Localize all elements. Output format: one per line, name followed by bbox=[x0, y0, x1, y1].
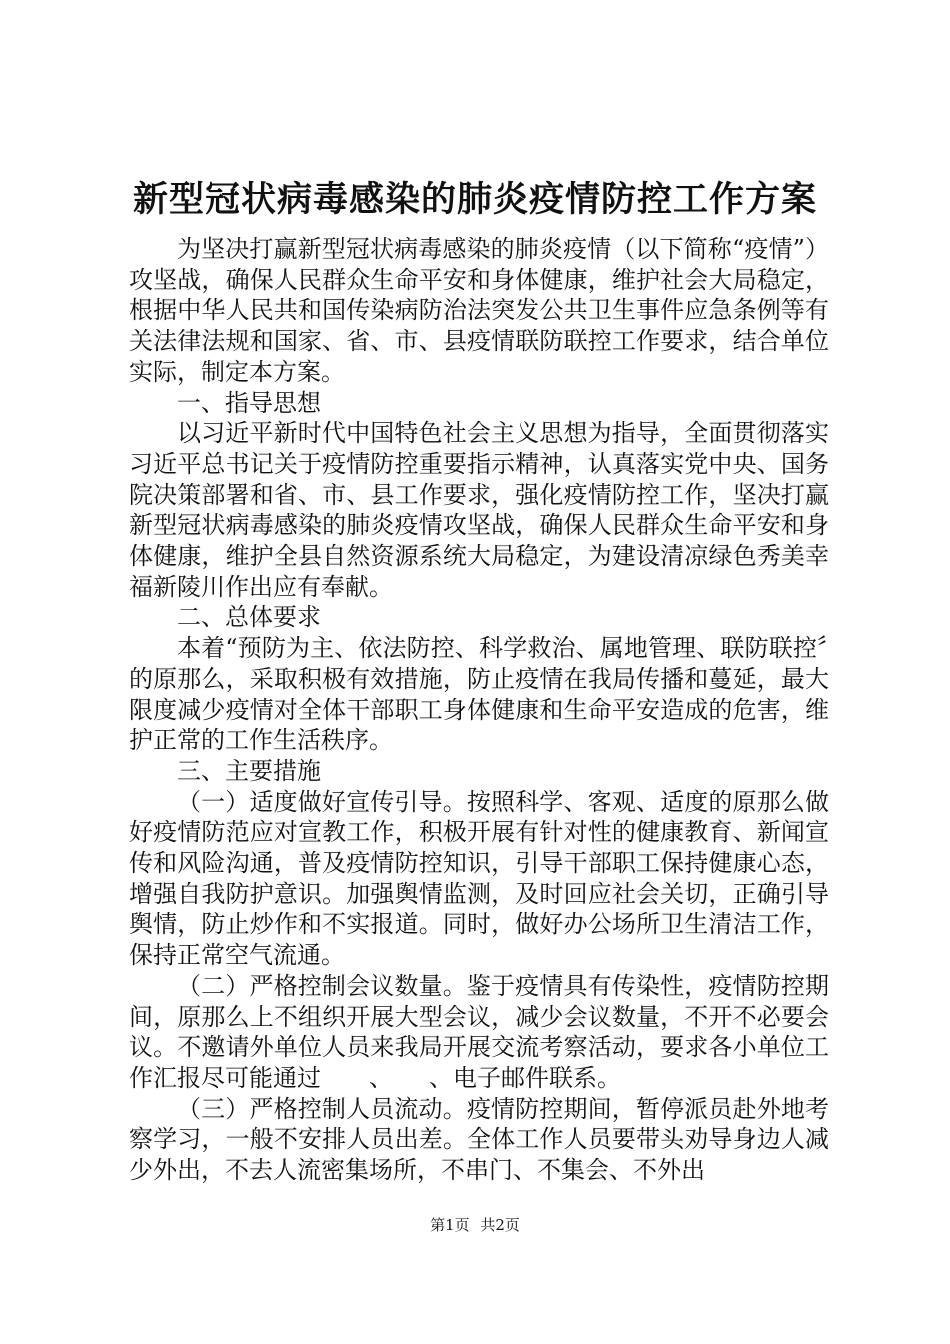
heading-overall-requirements: 二、总体要求 bbox=[177, 603, 321, 632]
heading-guiding-ideology: 一、指导思想 bbox=[177, 388, 321, 417]
heading-main-measures: 三、主要措施 bbox=[177, 756, 321, 785]
paragraph-overall-requirements: 本着“预防为主、依法防控、科学救治、属地管理、联防联控〞的原那么，采取积极有效措施，防止疫情在我局传播和蔓延，最大限度减少疫情对全体干部职工身体健康和生命平安造成的危害，维护正常的工作生活秩序。 bbox=[129, 634, 829, 755]
paragraph-guiding-ideology: 以习近平新时代中国特色社会主义思想为指导，全面贯彻落实习近平总书记关于疫情防控重要指示精神，认真落实党中央、国务院决策部署和省、市、县工作要求，强化疫情防控工作，坚决打赢新型冠状病毒感染的肺炎疫情攻坚战，确保人民群众生命平安和身体健康，维护全县自然资源系统大局稳定，为建设清凉绿色秀美幸福新陵川作出应有奉献。 bbox=[129, 419, 829, 601]
paragraph-measure-2: （二）严格控制会议数量。鉴于疫情具有传染性，疫情防控期间，原那么上不组织开展大型会议，减少会议数量，不开不必要会议。不邀请外单位人员来我局开展交流考察活动，要求各小单位工作汇报尽可能通过 、 、电子邮件联系。 bbox=[129, 971, 829, 1092]
page-footer bbox=[0, 1215, 950, 1235]
page-total: 共2页 bbox=[480, 1216, 520, 1234]
paragraph-intro: 为坚决打赢新型冠状病毒感染的肺炎疫情（以下简称“疫情”）攻坚战，确保人民群众生命平安和身体健康，维护社会大局稳定，根据中华人民共和国传染病防治法突发公共卫生事件应急条例等有关法律法规和国家、省、市、县疫情联防联控工作要求，结合单位实际，制定本方案。 bbox=[129, 235, 829, 386]
paragraph-measure-3: （三）严格控制人员流动。疫情防控期间，暂停派员赴外地考察学习，一般不安排人员出差。全体工作人员要带头劝导身边人减少外出，不去人流密集场所，不串门、不集会、不外出 bbox=[129, 1094, 829, 1185]
page-number: 第1页 bbox=[430, 1216, 470, 1234]
document-body bbox=[129, 234, 829, 1186]
paragraph-measure-1: （一）适度做好宣传引导。按照科学、客观、适度的原那么做好疫情防范应对宣教工作，积极开展有针对性的健康教育、新闻宣传和风险沟通，普及疫情防控知识，引导干部职工保持健康心态，增强自我防护意识。加强舆情监测，及时回应社会关切，正确引导舆情，防止炒作和不实报道。同时，做好办公场所卫生清洁工作，保持正常空气流通。 bbox=[129, 787, 829, 970]
document-title: 新型冠状病毒感染的肺炎疫情防控工作方案 bbox=[132, 179, 817, 220]
